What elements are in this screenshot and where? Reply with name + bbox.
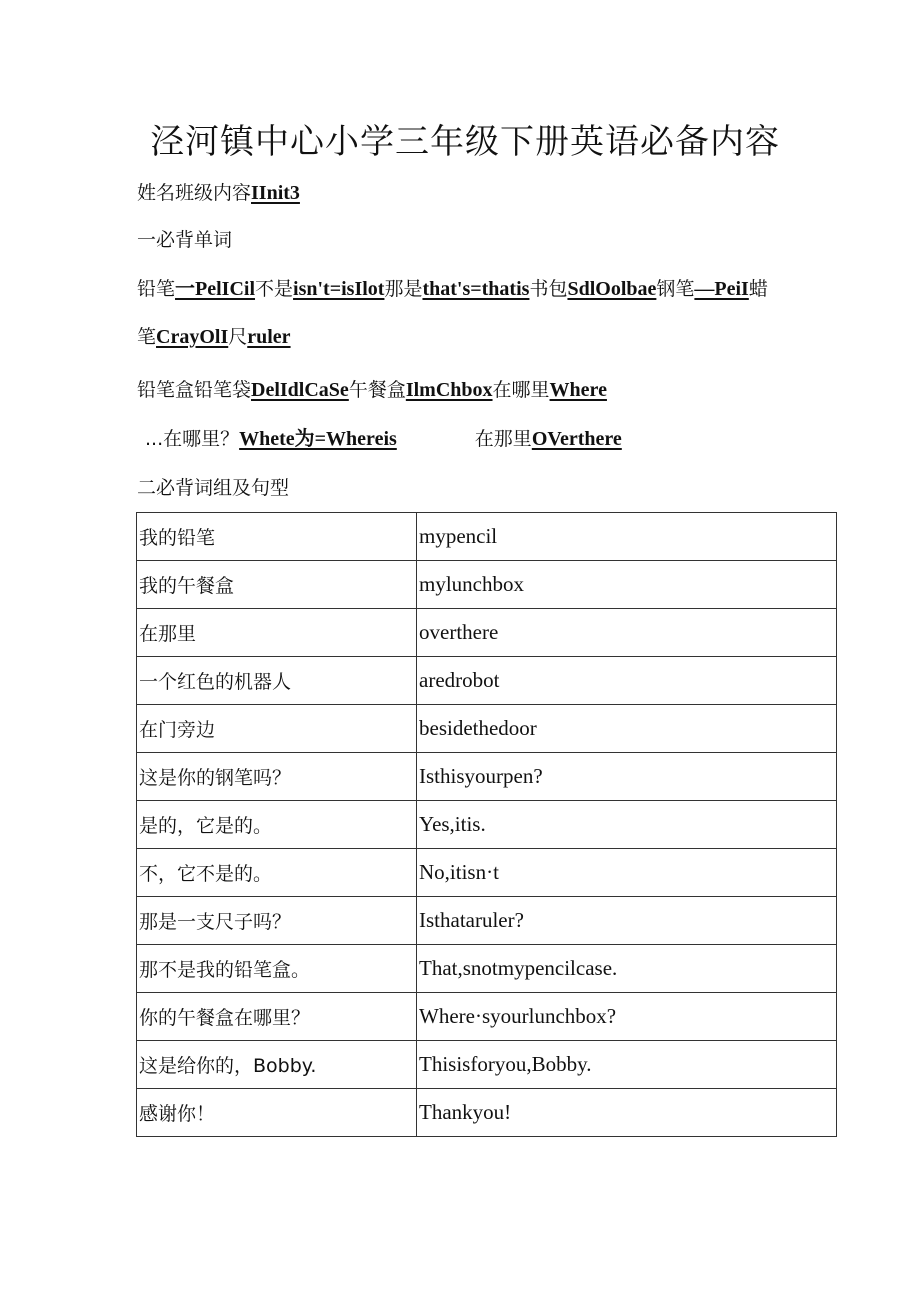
table-row xyxy=(137,1041,837,1089)
phrase-en: Where·syourlunchbox? xyxy=(417,993,837,1041)
vocab-zh: 铅笔盒铅笔袋 xyxy=(137,379,252,401)
phrase-en: Thisisforyou,Bobby. xyxy=(417,1041,837,1089)
vocab-en: that's=thatis xyxy=(422,278,530,300)
phrase-cn: 是的，它是的。 xyxy=(137,801,417,849)
phrase-cn: 在门旁边 xyxy=(137,705,417,753)
section1-heading: 一必背单词 xyxy=(137,229,233,251)
phrase-cn: 不，它不是的。 xyxy=(137,849,417,897)
phrase-en: Isthataruler? xyxy=(417,897,837,945)
vocab-en: DelIdlCaSe xyxy=(251,379,349,401)
vocab-zh: ...在哪里？ xyxy=(145,428,240,450)
phrase-table xyxy=(136,512,837,1137)
page-title: 泾河镇中心小学三年级下册英语必备内容 xyxy=(150,122,780,162)
table-row xyxy=(137,1089,837,1137)
vocab-zh: 那是 xyxy=(384,278,423,300)
vocab-en: IlmChbox xyxy=(405,379,493,401)
table-row xyxy=(137,945,837,993)
phrase-cn: 在那里 xyxy=(137,609,417,657)
phrase-cn: 一个红色的机器人 xyxy=(137,657,417,705)
header-line xyxy=(137,178,300,207)
unit-label: IInit3 xyxy=(251,182,300,204)
table-row xyxy=(137,513,837,561)
vocab-line-1 xyxy=(137,274,768,303)
vocab-zh: 钢笔 xyxy=(656,278,695,300)
table-row xyxy=(137,657,837,705)
table-row xyxy=(137,705,837,753)
table-row xyxy=(137,561,837,609)
vocab-en: CrayOlI xyxy=(156,326,229,348)
phrase-cn: 这是你的钢笔吗？ xyxy=(137,753,417,801)
vocab-en: isn't=isIlot xyxy=(293,278,385,300)
vocab-zh: 午餐盒 xyxy=(348,379,406,401)
phrase-en: aredrobot xyxy=(417,657,837,705)
vocab-en: Whete为=Whereis xyxy=(239,428,397,450)
vocab-line-4 xyxy=(145,424,622,453)
phrase-en: Isthisyourpen? xyxy=(417,753,837,801)
vocab-en: 一PelICil xyxy=(175,278,256,300)
phrase-cn: 我的铅笔 xyxy=(137,513,417,561)
table-row xyxy=(137,897,837,945)
vocab-zh: 铅笔 xyxy=(137,278,176,300)
vocab-en: OVerthere xyxy=(531,428,622,450)
vocab-line-3 xyxy=(137,375,607,404)
vocab-en: —PeiI xyxy=(694,278,749,300)
header-label: 姓名班级内容 xyxy=(137,182,252,204)
vocab-en: Where xyxy=(549,379,607,401)
table-row xyxy=(137,801,837,849)
phrase-en: Thankyou! xyxy=(417,1089,837,1137)
phrase-cn: 这是给你的，Bobby. xyxy=(137,1041,417,1089)
phrase-en: mypencil xyxy=(417,513,837,561)
phrase-cn: 那不是我的铅笔盒。 xyxy=(137,945,417,993)
table-row xyxy=(137,609,837,657)
phrase-cn: 我的午餐盒 xyxy=(137,561,417,609)
phrase-en: overthere xyxy=(417,609,837,657)
phrase-en: That,snotmypencilcase. xyxy=(417,945,837,993)
phrase-cn: 那是一支尺子吗？ xyxy=(137,897,417,945)
phrase-en: No,itisn·t xyxy=(417,849,837,897)
phrase-cn: 感谢你！ xyxy=(137,1089,417,1137)
vocab-zh: 不是 xyxy=(255,278,294,300)
vocab-en: SdlOolbae xyxy=(567,278,657,300)
vocab-en: ruler xyxy=(247,326,291,348)
vocab-line-2 xyxy=(137,322,291,351)
table-row xyxy=(137,753,837,801)
phrase-en: mylunchbox xyxy=(417,561,837,609)
phrase-en: Yes,itis. xyxy=(417,801,837,849)
vocab-zh: 尺 xyxy=(228,326,248,348)
vocab-zh: 书包 xyxy=(529,278,568,300)
vocab-zh: 蜡 xyxy=(748,278,768,300)
section2-heading: 二必背词组及句型 xyxy=(137,477,290,499)
table-row xyxy=(137,993,837,1041)
vocab-zh: 在哪里 xyxy=(492,379,550,401)
vocab-zh: 在那里 xyxy=(474,428,532,450)
phrase-en: besidethedoor xyxy=(417,705,837,753)
phrase-cn: 你的午餐盒在哪里？ xyxy=(137,993,417,1041)
table-row xyxy=(137,849,837,897)
vocab-zh: 笔 xyxy=(137,326,157,348)
